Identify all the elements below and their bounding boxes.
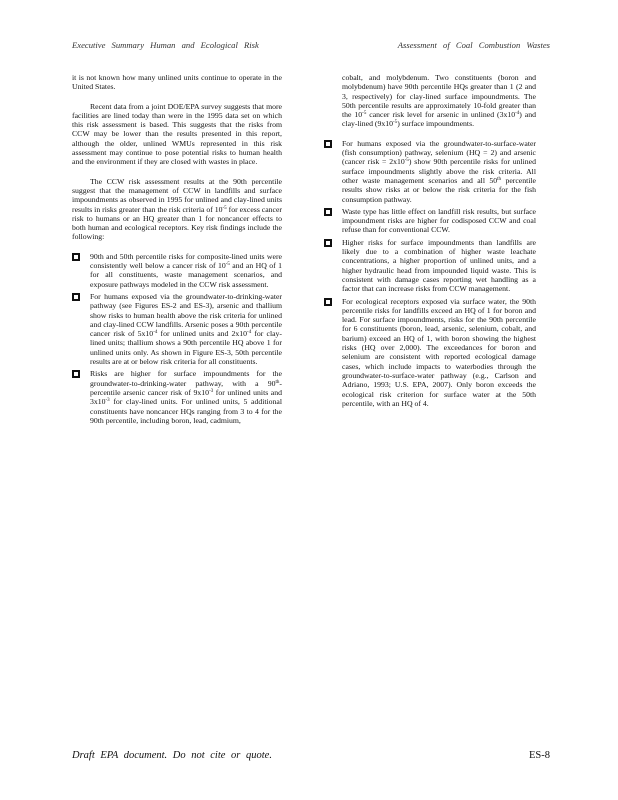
bullet-text: Higher risks for surface impoundments than landfills are likely due to a combination of higher waste leachate concentrations, a higher proportion of unlined units, and a higher hydraulic head from impounded liquid waste. This is consistent with damage cases reporting wet handling as a factor that can increase risks from CCW management. bbox=[342, 237, 536, 294]
square-bullet-icon bbox=[324, 239, 332, 247]
paragraph: Recent data from a joint DOE/EPA survey suggests that more facilities are lined today than were in the 1995 data set on which this risk assessment is based. This suggests that the risks from CCW may be lower than the results presented in this report, although the older, unlined WMUs represented in this risk assessment may continue to pose potential risks to human health and the environment if they are closed with wastes in place. bbox=[72, 101, 282, 167]
paragraph: The CCW risk assessment results at the 90th percentile suggest that the management of CCW in landfills and surface impoundments as observed in 1995 for unlined and clay-lined units results in risks greater than the risk criteria of $10^{-5}$ for excess cancer risk to humans or an HQ greater than 1 for noncancer effects to both human and ecological receptors. Key risk findings include the following: bbox=[72, 176, 283, 242]
list-item bbox=[72, 252, 282, 289]
page-number: ES-8 bbox=[529, 750, 550, 761]
list-item bbox=[72, 369, 282, 425]
list-item bbox=[324, 297, 536, 409]
list-item bbox=[324, 139, 536, 204]
footer-disclaimer: Draft EPA document. Do not cite or quote. bbox=[72, 750, 272, 761]
right-column bbox=[324, 73, 536, 411]
bullet-text: 90th and 50th percentile risks for composite-lined units were consistently well below a cancer risk of $10^{-5}$ and an HQ of 1 for all constituents, waste management scenarios, and exposure pathways modeled in the CCW risk assessment. bbox=[90, 251, 283, 289]
list-item bbox=[324, 238, 536, 294]
square-bullet-icon bbox=[324, 298, 332, 306]
list-item bbox=[72, 292, 282, 366]
square-bullet-icon bbox=[72, 370, 80, 378]
running-header bbox=[72, 40, 550, 52]
square-bullet-icon bbox=[324, 140, 332, 148]
square-bullet-icon bbox=[72, 253, 80, 261]
square-bullet-icon bbox=[72, 293, 80, 301]
header-right: Assessment of Coal Combustion Wastes bbox=[397, 40, 550, 50]
bullet-text: Waste type has little effect on landfill risk results, but surface impoundment risks are higher for codisposed CCW and coal refuse than for conventional CCW. bbox=[342, 206, 536, 235]
list-item bbox=[324, 207, 536, 235]
bullet-text: Risks are higher for surface impoundments for the groundwater-to-drinking-water pathway, with a 90th-percentile arsenic cancer risk of $9x10^{-3}$ for unlined units and $3x10^{-3}$ for clay-lined units. For unlined units, 5 additional constituents have noncancer HQs ranging from 3 to 4 for the 90th percentile, including boron, lead, cadmium, bbox=[90, 369, 282, 425]
bullet-list bbox=[324, 139, 536, 408]
paragraph-continued: cobalt, and molybdenum. Two constituents (boron and molybdenum) have 90th percentile HQs greater than 1 (2 and 3, respectively) for clay-lined surface impoundments. The 50th percentile results are approximately 10-fold greater than the $10^{-5}$ cancer risk level for arsenic in unlined $(3x10^{-4})$ and clay-lined $(9x10^{-5})$ surface impoundments. bbox=[342, 73, 536, 129]
bullet-text: For humans exposed via the groundwater-to-drinking-water pathway (see Figures ES-2 and ES-3), arsenic and thallium show risks to human health above the risk criteria for unlined and clay-lined CCW landfills. Arsenic poses a 90th percentile cancer risk of $5x10^{-4}$ for unlined units and $2x10^{-4}$ for clay-lined units; thallium shows a 90th percentile HQ above 1 for unlined units only. As shown in Figure ES-3, 50th percentile results are at or below risk criteria for all constituents. bbox=[90, 291, 283, 367]
paragraph: it is not known how many unlined units continue to operate in the United States. bbox=[72, 73, 282, 92]
bullet-text: For ecological receptors exposed via surface water, the 90th percentile risks for landfills exceed an HQ of 1 for boron and lead. For surface impoundments, risks for the 90th percentile for 6 constituents (boron, lead, arsenic, selenium, cobalt, and barium) exceed an HQ of 1, with boron showing the highest risks (HQ over 2,000). The exceedances for boron and selenium are consistent with reported ecological damage cases, which include impacts to waterbodies through the groundwater-to-surface-water pathway (e.g., Carlson and Adriano, 1993; U.S. EPA, 2007). Only boron exceeds the ecological risk criterion for surface water at the 50th percentile, with an HQ of 4. bbox=[342, 296, 536, 408]
bullet-text: For humans exposed via the groundwater-to-surface-water (fish consumption) pathway, selenium (HQ = 2) and arsenic (cancer risk = $2x10^{-5}$) show 90th percentile risks for unlined surface impoundments slightly above the risk criteria. All other waste management scenarios and all 50th percentile results show risks at or below the risk criteria for the fish consumption pathway. bbox=[342, 138, 536, 204]
square-bullet-icon bbox=[324, 208, 332, 216]
header-left: Executive Summary Human and Ecological Risk bbox=[72, 40, 259, 50]
left-column bbox=[72, 73, 282, 428]
bullet-list bbox=[72, 252, 282, 425]
